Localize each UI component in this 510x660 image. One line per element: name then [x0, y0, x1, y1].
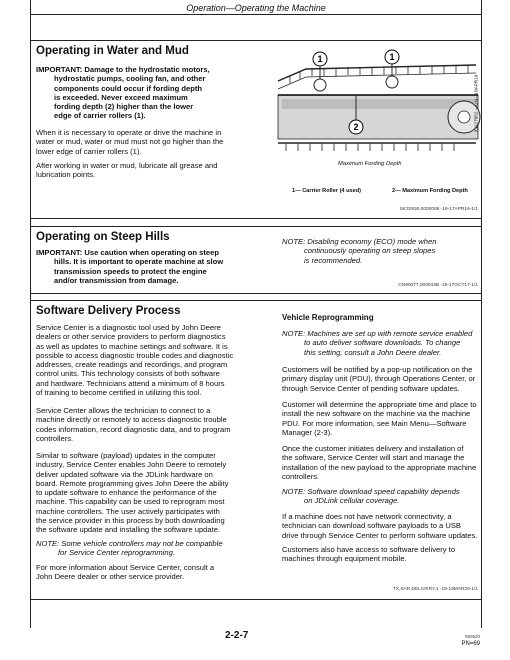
paragraph: Service Center is a diagnostic tool used by John Deere dealers or other service providers to perform diagnostics as well as updates to machine settings and software. It is possible to access diagnostic trouble codes and diagnostic addresses, create readings and recordings, and program control units. This technology consists of both software and hardware. Technicians attend a minimum of 8 hours of training to become certified in utilizing this tool. — [36, 323, 234, 398]
paragraph: If a machine does not have network connectivity, a technician can download software payloads to a USB drive through Service Center to perform software updates. — [282, 512, 478, 540]
running-header: Operation—Operating the Machine — [186, 3, 326, 13]
note: NOTE: Machines are set up with remote service enabled to auto deliver software downloads. To change this setting, consult a John Deere dealer. — [282, 329, 473, 357]
section-title: Operating in Water and Mud — [36, 45, 189, 57]
reference-code: SK32930,0000006 -19-17APR19-1/1 — [399, 207, 478, 212]
paragraph: Once the customer initiates delivery and installation of the software, Service Center will start and manage the installation of the new payload to the appropriate machine controllers. — [282, 444, 477, 481]
note: NOTE: Software download speed capability depends on JDLink cellular coverage. — [282, 487, 460, 506]
reference-code: CN90077,000043B -19-17OCT17-1/1 — [398, 283, 478, 288]
footer-code: 050520 — [464, 634, 480, 639]
paragraph: Customer will determine the appropriate time and place to install the new software on the machine via the machine PDU. For more information, see Main Menu—Software Manager (2-3). — [282, 400, 477, 437]
figure-legend-2: 2— Maximum Fording Depth — [392, 188, 468, 194]
paragraph: After working in water or mud, lubricate all grease and lubrication points. — [36, 161, 218, 180]
fording-depth-figure — [276, 41, 482, 177]
paragraph: Customers also have access to software delivery to machines through equipment mobile. — [282, 545, 456, 564]
section-software-delivery — [30, 300, 482, 600]
section-title: Operating on Steep Hills — [36, 231, 170, 243]
paragraph: For more information about Service Center, consult a John Deere dealer or other service provider. — [36, 563, 215, 582]
paragraph: Service Center allows the technician to connect to a machine directly or remotely to access diagnostic trouble codes information, record diagnostic data, and to program controllers. — [36, 406, 231, 443]
callout-1-label: 1 — [317, 54, 323, 64]
subheading: Vehicle Reprogramming — [282, 313, 374, 322]
track-illustration — [276, 41, 482, 177]
figure-legend-1: 1— Carrier Roller (4 used) — [292, 188, 362, 194]
header-rule — [30, 14, 482, 15]
section-water-mud — [30, 40, 482, 219]
callout-2-label: 2 — [353, 122, 359, 132]
paragraph: Similar to software (payload) updates in the computer industry, Service Center enables John Deere to remotely deliver updated software via the JDLink hardware on board. Remote programming gives John Deere the ability to update software to enhance the performance of the machine. This capability can be used to reprogram most machine controllers. The user actively participates with the service provider in this process by both downloading the software update and installing the software update. — [36, 451, 229, 535]
section-title: Software Delivery Process — [36, 305, 181, 317]
paragraph: When it is necessary to operate or drive the machine in water or mud, water or mud must not go higher than the lower edge of carrier rollers (1). — [36, 128, 224, 156]
note: NOTE: Some vehicle controllers may not be compatible for Service Center reprogramming. — [36, 539, 223, 558]
section-steep-hills — [30, 226, 482, 294]
figure-caption: Maximum Fording Depth — [338, 161, 402, 167]
important-notice: IMPORTANT: Damage to the hydrostatic motors, hydrostatic pumps, cooling fan, and other components could occur if fording depth is exceeded. Never exceed maximum fording depth (2) higher than the lower edge of carrier rollers (1). — [36, 65, 210, 121]
paragraph: Customers will be notified by a pop-up notification on the primary display unit (PDU), through Operations Center, or through Service Center of pending software updates. — [282, 365, 476, 393]
note: NOTE: Disabling economy (ECO) mode when continuously operating on steep slopes is recommended. — [282, 237, 437, 265]
footer-pn: PN=69 — [461, 641, 480, 647]
important-notice: IMPORTANT: Use caution when operating on steep hills. It is important to operate machine at slow transmission speeds to protect the engine and/or transmission from damage. — [36, 248, 224, 285]
page-number: 2-2-7 — [225, 630, 249, 641]
figure-side-code: X1127952 —UN—18APR19 — [473, 74, 479, 133]
reference-code: TX,SAR,DELIVERY,1 -19-19MAR20-1/1 — [392, 587, 478, 592]
callout-1-label: 1 — [389, 52, 395, 62]
